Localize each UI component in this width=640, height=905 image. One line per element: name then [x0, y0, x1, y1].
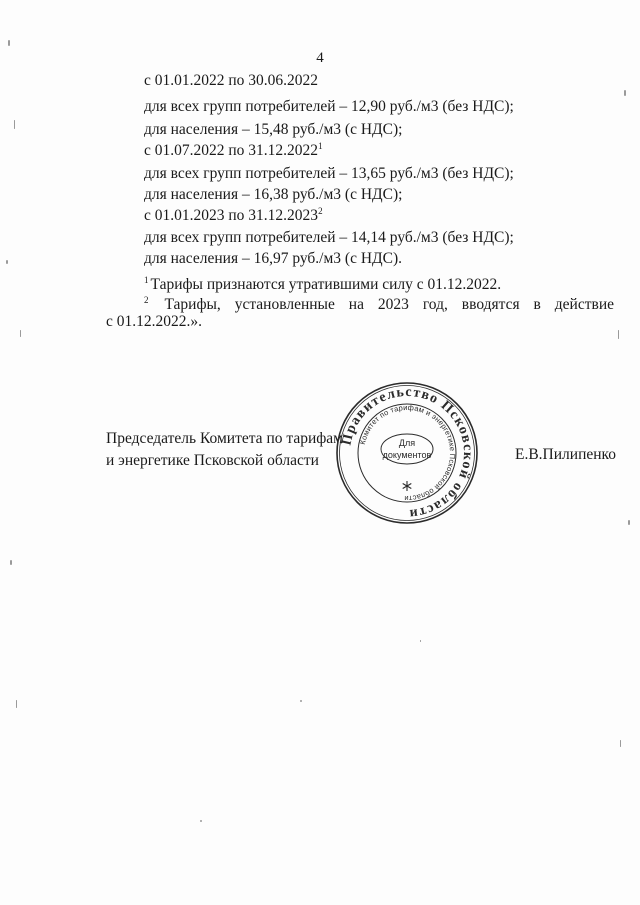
period-text: с 01.01.2022 по 30.06.2022 [144, 72, 319, 89]
scan-speck [16, 700, 17, 708]
tariff-line [144, 186, 402, 204]
period-text: с 01.07.2022 по 31.12.2022 [144, 142, 319, 159]
tariff-line [144, 98, 514, 116]
seal-center-line: Для [398, 438, 416, 448]
seal-inner-text-path: Комитет по тарифам и энергетике Псковской области [357, 402, 458, 504]
page-number: 4 [316, 50, 324, 66]
scan-speck [8, 40, 10, 46]
seal-outer-text-path: Правительство Псковской области [339, 384, 476, 522]
star-icon [403, 481, 412, 491]
period-text: с 01.01.2023 по 31.12.2023 [144, 207, 319, 224]
footnote-text: Тарифы признаются утратившими силу с 01.12.2022. [150, 276, 502, 293]
tariff-text: для всех групп потребителей – 13,65 руб./м3 (без НДС); [144, 165, 514, 182]
period-line [144, 207, 323, 225]
tariff-text: для населения – 16,38 руб./м3 (с НДС); [144, 186, 403, 203]
tariff-line [144, 121, 402, 139]
scan-speck [618, 330, 619, 339]
position-line: и энергетике Псковской области [106, 452, 319, 469]
scan-speck [10, 560, 12, 565]
tariff-text: для всех групп потребителей – 14,14 руб./м3 (без НДС); [144, 229, 514, 246]
tariff-line [144, 250, 402, 268]
scan-speck [628, 520, 630, 525]
scan-speck [200, 820, 202, 822]
scan-speck [624, 90, 626, 96]
signatory-position [106, 428, 343, 472]
scan-speck [620, 740, 621, 747]
scan-speck [20, 330, 21, 337]
scan-speck [14, 120, 15, 129]
position-line: Председатель Комитета по тарифам [106, 430, 343, 447]
scan-speck [6, 260, 8, 264]
footnote-2 [144, 291, 614, 314]
period-line [144, 142, 323, 160]
official-seal [332, 378, 482, 528]
footnote-mark: 1 [144, 275, 149, 285]
footnote-ref: 1 [318, 141, 323, 151]
signatory-name: Е.В.Пилипенко [515, 446, 617, 463]
footnote-ref: 2 [318, 206, 323, 216]
tariff-line [144, 165, 514, 183]
scan-speck [420, 640, 421, 642]
tariff-text: для населения – 16,97 руб./м3 (с НДС). [144, 250, 402, 267]
period-line [144, 72, 318, 90]
footnote-2-continuation: с 01.12.2022.». [106, 313, 203, 330]
seal-center-line: документов [382, 450, 432, 460]
scan-speck [300, 700, 302, 702]
tariff-text: для населения – 15,48 руб./м3 (с НДС); [144, 121, 403, 138]
footnote-mark: 2 [144, 295, 149, 305]
tariff-text: для всех групп потребителей – 12,90 руб./м3 (без НДС); [144, 98, 514, 115]
tariff-line [144, 229, 514, 247]
footnote-text: Тарифы, установленные на 2023 год, вводятся в действие [164, 296, 614, 313]
